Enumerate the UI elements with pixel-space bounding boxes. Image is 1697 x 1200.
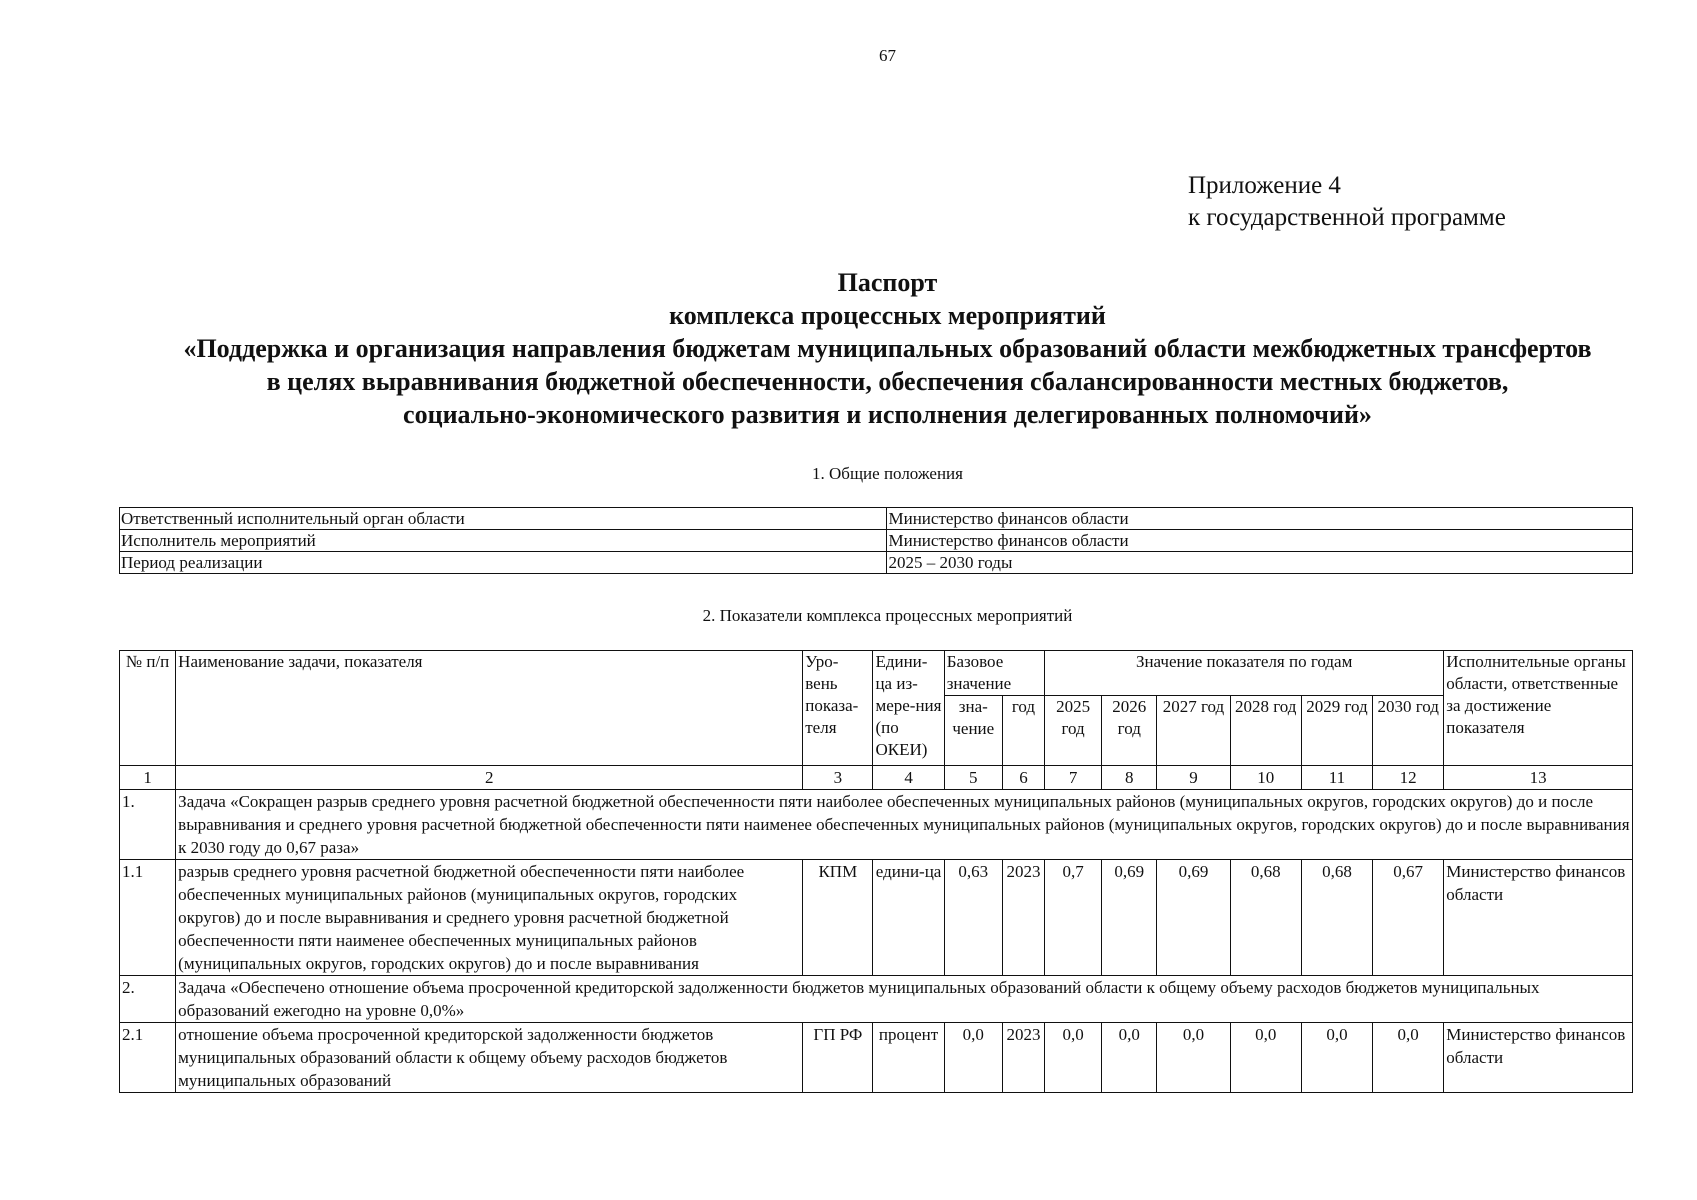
title-line-3: «Поддержка и организация направления бюджетам муниципальных образований области межбюджетных трансфертов	[183, 334, 1592, 363]
indicator-executor: Министерство финансов области	[1444, 860, 1633, 976]
indicator-base-year: 2023	[1002, 860, 1044, 976]
task-row	[120, 790, 1633, 860]
indicator-name: разрыв среднего уровня расчетной бюджетной обеспеченности пяти наиболее обеспеченных муниципальных районов (муниципальных округов, городских округов) до и после выравнивания и среднего уровня расчетной бюджетной обеспеченности пяти наименее обеспеченных муниципальных районов (муниципальных округов, городских округов) до и после выравнивания	[176, 860, 803, 976]
general-value: 2025 – 2030 годы	[887, 552, 1633, 574]
column-number: 1	[120, 766, 176, 790]
column-number-row	[120, 766, 1633, 790]
task-text: Задача «Обеспечено отношение объема просроченной кредиторской задолженности бюджетов муниципальных образований области к общему объему расходов бюджетов муниципальных образований ежегодно на уровне 0,0%»	[176, 976, 1633, 1023]
column-number: 4	[873, 766, 944, 790]
title-line-2: комплекса процессных мероприятий	[669, 301, 1106, 330]
header-executors: Исполнительные органы области, ответственные за достижение показателя	[1444, 651, 1633, 766]
task-number: 2.	[120, 976, 176, 1023]
column-number: 10	[1230, 766, 1301, 790]
header-num: № п/п	[120, 651, 176, 766]
header-year-2026: 2026 год	[1102, 696, 1157, 766]
column-number: 5	[944, 766, 1002, 790]
appendix-line-1: Приложение 4	[1188, 172, 1341, 199]
section-2-title: 2. Показатели комплекса процессных мероприятий	[702, 606, 1073, 625]
indicator-row	[120, 1023, 1633, 1093]
indicator-value-2027: 0,69	[1157, 860, 1230, 976]
indicator-value-2030: 0,67	[1373, 860, 1444, 976]
indicator-value-2025: 0,7	[1045, 860, 1102, 976]
general-label: Ответственный исполнительный орган области	[120, 508, 887, 530]
indicator-base-value: 0,63	[944, 860, 1002, 976]
indicator-value-2029: 0,0	[1301, 1023, 1372, 1093]
header-level: Уро-вень показа-теля	[803, 651, 873, 766]
indicator-name: отношение объема просроченной кредиторской задолженности бюджетов муниципальных образований области к общему объему расходов бюджетов муниципальных образований	[176, 1023, 803, 1093]
indicators-table	[119, 650, 1633, 1093]
indicator-level: КПМ	[803, 860, 873, 976]
header-unit: Едини-ца из-мере-ния (по ОКЕИ)	[873, 651, 944, 766]
indicator-number: 1.1	[120, 860, 176, 976]
task-row	[120, 976, 1633, 1023]
task-number: 1.	[120, 790, 176, 860]
table-row	[120, 552, 1633, 574]
column-number: 9	[1157, 766, 1230, 790]
header-by-years: Значение показателя по годам	[1045, 651, 1444, 696]
indicator-value-2026: 0,0	[1102, 1023, 1157, 1093]
title-line-5: социально-экономического развития и исполнения делегированных полномочий»	[403, 400, 1372, 429]
column-number: 11	[1301, 766, 1372, 790]
header-row-1	[120, 651, 1633, 696]
title-line-4: в целях выравнивания бюджетной обеспеченности, обеспечения сбалансированности местных бюджетов,	[266, 367, 1509, 396]
page-number: 67	[879, 46, 896, 65]
document-title	[110, 266, 1665, 431]
indicator-value-2029: 0,68	[1301, 860, 1372, 976]
indicator-value-2027: 0,0	[1157, 1023, 1230, 1093]
header-base-year: год	[1002, 696, 1044, 766]
indicator-unit: процент	[873, 1023, 944, 1093]
table-row	[120, 530, 1633, 552]
general-label: Исполнитель мероприятий	[120, 530, 887, 552]
header-year-2027: 2027 год	[1157, 696, 1230, 766]
appendix-line-2: к государственной программе	[1188, 204, 1506, 231]
indicator-executor: Министерство финансов области	[1444, 1023, 1633, 1093]
title-line-1: Паспорт	[837, 268, 938, 297]
indicator-number: 2.1	[120, 1023, 176, 1093]
column-number: 2	[176, 766, 803, 790]
header-name: Наименование задачи, показателя	[176, 651, 803, 766]
indicator-base-year: 2023	[1002, 1023, 1044, 1093]
header-year-2030: 2030 год	[1373, 696, 1444, 766]
indicator-unit: едини-ца	[873, 860, 944, 976]
column-number: 8	[1102, 766, 1157, 790]
general-provisions-table	[119, 507, 1633, 574]
column-number: 12	[1373, 766, 1444, 790]
general-value: Министерство финансов области	[887, 508, 1633, 530]
indicator-row	[120, 860, 1633, 976]
indicator-base-value: 0,0	[944, 1023, 1002, 1093]
indicator-value-2028: 0,68	[1230, 860, 1301, 976]
indicator-value-2026: 0,69	[1102, 860, 1157, 976]
task-text: Задача «Сокращен разрыв среднего уровня расчетной бюджетной обеспеченности пяти наиболее обеспеченных муниципальных районов (муниципальных округов, городских округов) до и после выравнивания и среднего уровня расчетной бюджетной обеспеченности пяти наименее обеспеченных муниципальных районов (муниципальных округов, городских округов) до и после выравнивания к 2030 году до 0,67 раза»	[176, 790, 1633, 860]
indicator-value-2025: 0,0	[1045, 1023, 1102, 1093]
section-1-title: 1. Общие положения	[812, 464, 963, 483]
appendix-note	[1188, 170, 1506, 234]
table-row	[120, 508, 1633, 530]
column-number: 3	[803, 766, 873, 790]
header-base-value: зна-чение	[944, 696, 1002, 766]
column-number: 7	[1045, 766, 1102, 790]
column-number: 6	[1002, 766, 1044, 790]
header-year-2028: 2028 год	[1230, 696, 1301, 766]
column-number: 13	[1444, 766, 1633, 790]
general-label: Период реализации	[120, 552, 887, 574]
indicator-level: ГП РФ	[803, 1023, 873, 1093]
indicator-value-2030: 0,0	[1373, 1023, 1444, 1093]
indicator-value-2028: 0,0	[1230, 1023, 1301, 1093]
header-year-2025: 2025 год	[1045, 696, 1102, 766]
header-year-2029: 2029 год	[1301, 696, 1372, 766]
header-base: Базовое значение	[944, 651, 1044, 696]
general-value: Министерство финансов области	[887, 530, 1633, 552]
